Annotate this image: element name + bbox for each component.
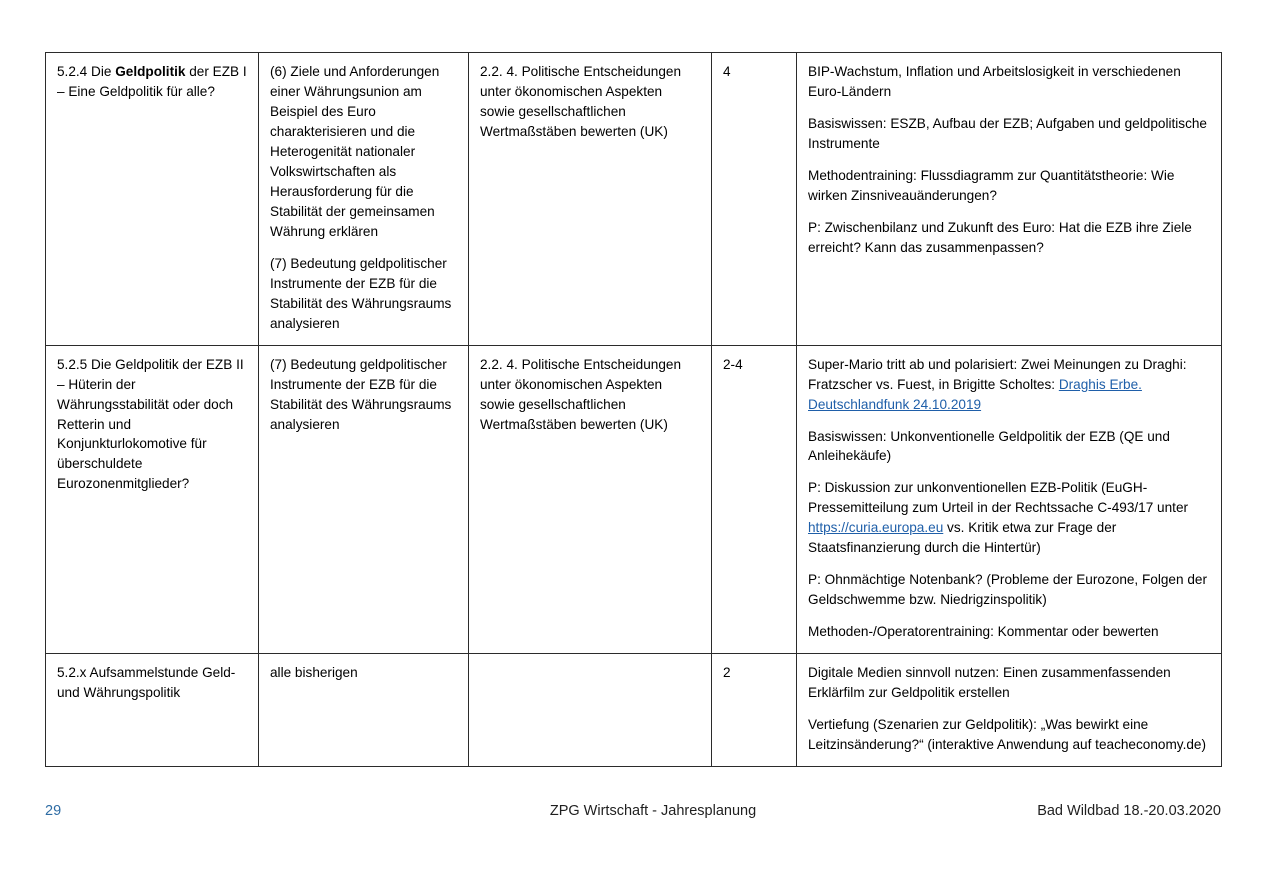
table-row xyxy=(46,654,1222,767)
content-item: P: Zwischenbilanz und Zukunft des Euro: Hat die EZB ihre Ziele erreicht? Kann das zusammenpassen? xyxy=(808,219,1192,255)
curriculum-table xyxy=(45,52,1222,767)
content-item: BIP-Wachstum, Inflation und Arbeitslosigkeit in verschiedenen Euro-Ländern xyxy=(808,64,1181,99)
competence-item: (6) Ziele und Anforderungen einer Währungsunion am Beispiel des Euro charakterisieren und die Heterogenität nationaler Volkswirtschaften als Herausforderung für die Stabilität der gemeinsamen Währung erklären xyxy=(270,64,440,239)
content-item xyxy=(808,355,1210,415)
hours-cell xyxy=(712,53,797,346)
content-item: P: Ohnmächtige Notenbank? (Probleme der Eurozone, Folgen der Geldschwemme bzw. Niedrigzinspolitik) xyxy=(808,572,1207,608)
content-item: Methodentraining: Flussdiagramm zur Quantitätstheorie: Wie wirken Zinsniveauänderungen? xyxy=(808,167,1175,203)
source-link-draghis-erbe[interactable]: Draghis Erbe. Deutschlandfunk 24.10.2019 xyxy=(808,376,1142,412)
unit-prefix: 5.2.4 Die xyxy=(57,64,116,79)
unit-cell xyxy=(46,345,259,654)
table-row xyxy=(46,53,1222,346)
content-text: Super-Mario tritt ab und polarisiert: Zwei Meinungen zu Draghi: Fratzscher vs. Fuest, in Brigitte Scholtes: xyxy=(808,356,1187,392)
unit-title: 5.2.x Aufsammelstunde Geld- und Währungspolitik xyxy=(57,665,236,701)
competences-cell xyxy=(259,53,469,346)
competences-cell xyxy=(259,654,469,767)
unit-bold: Geldpolitik xyxy=(115,64,186,79)
content-item: Basiswissen: Unkonventionelle Geldpolitik der EZB (QE und Anleihekäufe) xyxy=(808,428,1170,464)
content-item: Methoden-/Operatorentraining: Kommentar oder bewerten xyxy=(808,624,1159,640)
unit-suffix: der EZB I – Eine Geldpolitik für alle? xyxy=(57,64,247,99)
unit-cell xyxy=(46,53,259,346)
standards-cell xyxy=(469,345,712,654)
competence-item: (7) Bedeutung geldpolitischer Instrumente der EZB für die Stabilität des Währungsraums analysieren xyxy=(270,356,452,432)
hours-cell xyxy=(712,345,797,654)
standard-item: 2.2. 4. Politische Entscheidungen unter ökonomischen Aspekten sowie gesellschaftlichen Wertmaßstäben bewerten (UK) xyxy=(480,356,682,432)
table-row xyxy=(46,345,1222,654)
footer-title: ZPG Wirtschaft - Jahresplanung xyxy=(549,803,757,819)
content-text: P: Diskussion zur unkonventionellen EZB-Politik (EuGH-Pressemitteilung zum Urteil in der Rechtssache C-493/17 unter xyxy=(808,480,1189,516)
hours-value: 2-4 xyxy=(723,356,743,372)
content-item: Digitale Medien sinnvoll nutzen: Einen zusammenfassenden Erklärfilm zur Geldpolitik erstellen xyxy=(808,665,1171,701)
content-cell xyxy=(797,53,1222,346)
standards-cell xyxy=(469,53,712,346)
content-item: Basiswissen: ESZB, Aufbau der EZB; Aufgaben und geldpolitische Instrumente xyxy=(808,115,1207,151)
page-number: 29 xyxy=(45,803,62,819)
slide-footer xyxy=(45,803,1221,827)
competences-cell xyxy=(259,345,469,654)
source-link-curia[interactable]: https://curia.europa.eu xyxy=(808,520,944,536)
unit-cell xyxy=(46,654,259,767)
content-cell xyxy=(797,345,1222,654)
content-item: Vertiefung (Szenarien zur Geldpolitik): „Was bewirkt eine Leitzinsänderung?“ (interaktive Anwendung auf teacheconomy.de) xyxy=(808,717,1206,753)
hours-value: 4 xyxy=(723,64,731,79)
hours-cell xyxy=(712,654,797,767)
unit-title: 5.2.5 Die Geldpolitik der EZB II – Hüterin der Währungsstabilität oder doch Retterin und Konjunkturlokomotive für überschuldete Eurozonenmitglieder? xyxy=(57,356,244,492)
competence-item: alle bisherigen xyxy=(270,665,358,681)
content-text-post: vs. Kritik etwa zur Frage der Staatsfinanzierung durch die Hintertür) xyxy=(808,520,1117,556)
content-item xyxy=(808,478,1210,558)
hours-value: 2 xyxy=(723,665,731,681)
standards-cell xyxy=(469,654,712,767)
competence-item: (7) Bedeutung geldpolitischer Instrumente der EZB für die Stabilität des Währungsraums analysieren xyxy=(270,255,452,331)
footer-event-info: Bad Wildbad 18.-20.03.2020 xyxy=(1037,803,1221,819)
standard-item: 2.2. 4. Politische Entscheidungen unter ökonomischen Aspekten sowie gesellschaftlichen Wertmaßstäben bewerten (UK) xyxy=(480,64,682,139)
content-cell xyxy=(797,654,1222,767)
